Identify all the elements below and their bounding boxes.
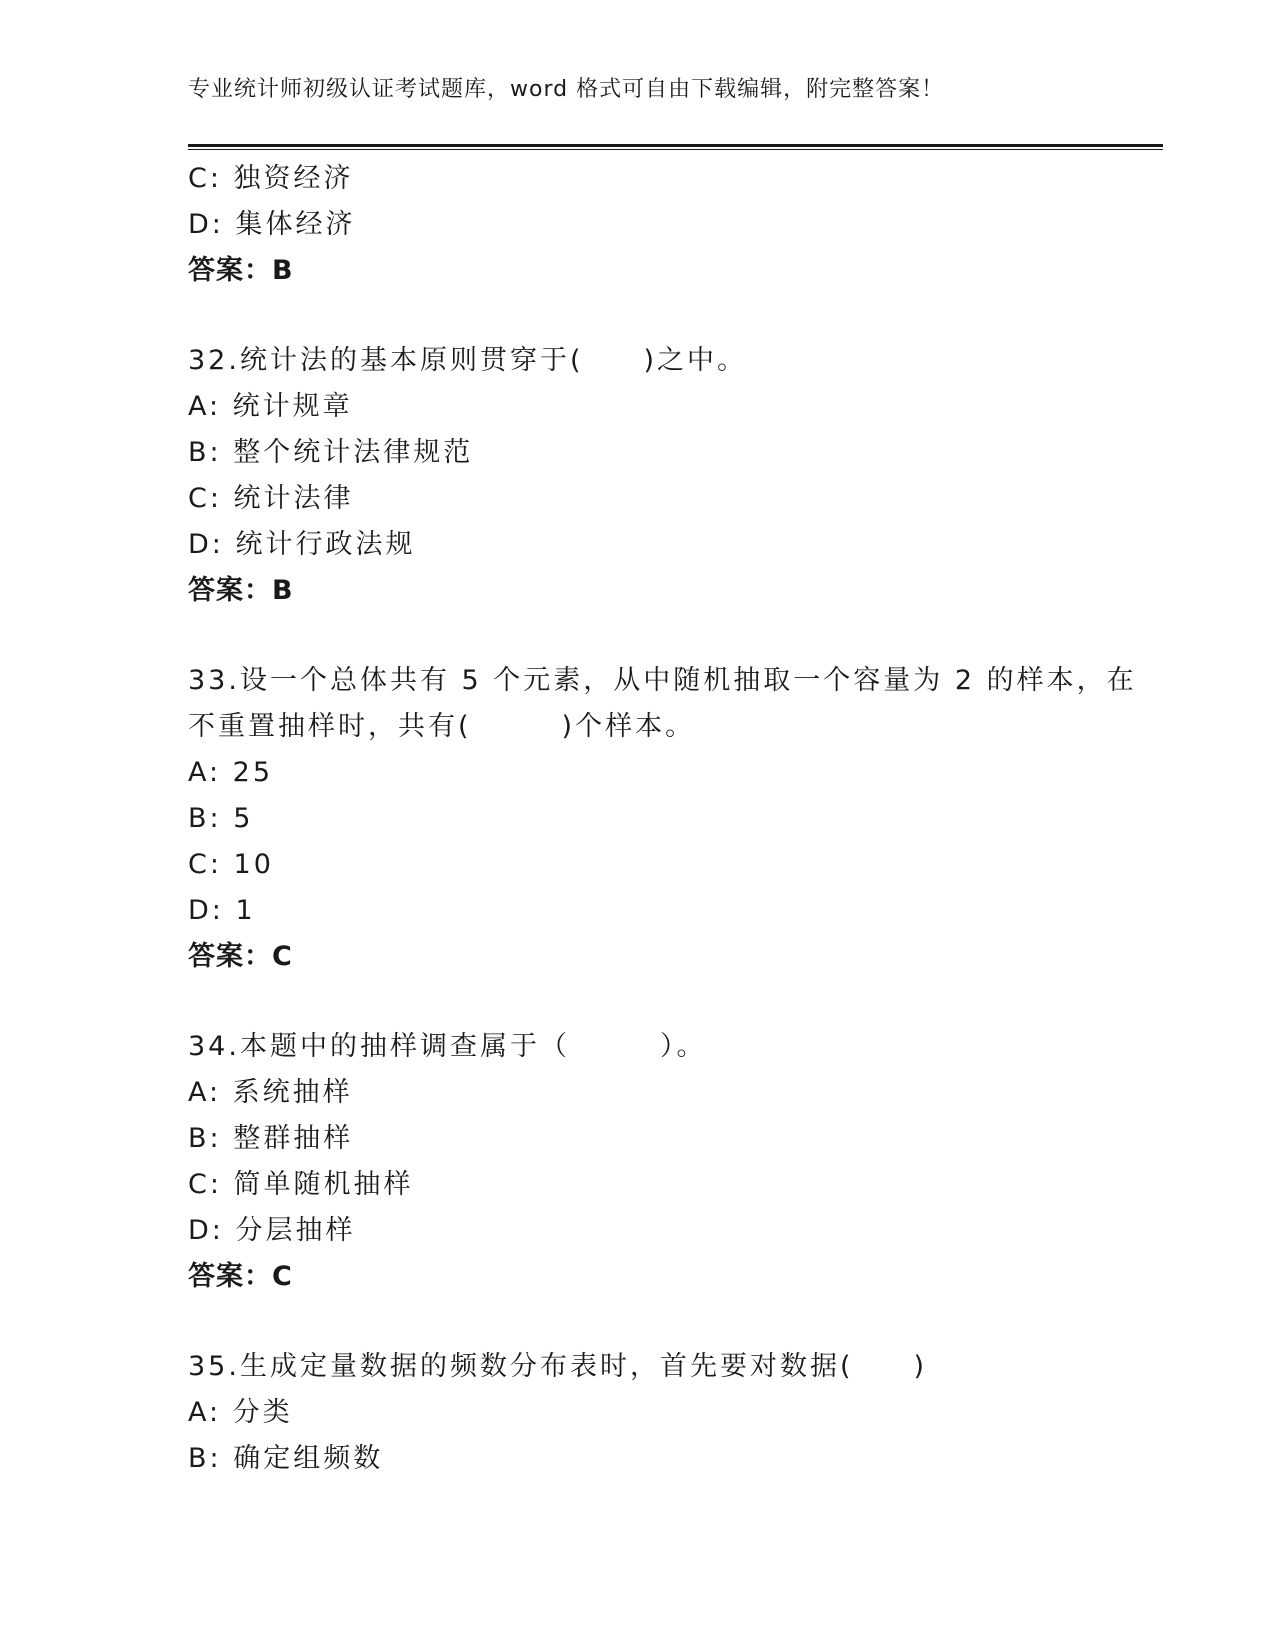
option-line: D: 统计行政法规 xyxy=(188,529,416,560)
option-line: C: 10 xyxy=(188,849,274,880)
question-text: 33.设一个总体共有 5 个元素，从中随机抽取一个容量为 2 的样本，在 xyxy=(188,665,1137,696)
option-line: A: 25 xyxy=(188,757,274,788)
question-text: 32.统计法的基本原则贯穿于( )之中。 xyxy=(188,345,748,376)
option-line: C: 统计法律 xyxy=(188,483,354,514)
question-text: 不重置抽样时，共有( )个样本。 xyxy=(188,711,696,742)
answer-line: 答案：C xyxy=(188,941,293,972)
option-line: D: 分层抽样 xyxy=(188,1215,356,1246)
option-line: B: 5 xyxy=(188,803,254,834)
option-line: B: 整群抽样 xyxy=(188,1123,354,1154)
option-line: D: 1 xyxy=(188,895,256,926)
option-line: C: 简单随机抽样 xyxy=(188,1169,414,1200)
question-text: 34.本题中的抽样调查属于（ ）。 xyxy=(188,1031,707,1062)
option-line: A: 系统抽样 xyxy=(188,1077,353,1108)
question-block xyxy=(188,658,1137,980)
answer-line: 答案：B xyxy=(188,575,294,606)
option-line: C: 独资经济 xyxy=(188,163,354,194)
question-block xyxy=(188,156,1088,294)
option-line: B: 确定组频数 xyxy=(188,1443,384,1474)
option-line: A: 统计规章 xyxy=(188,391,353,422)
option-line: A: 分类 xyxy=(188,1397,293,1428)
option-line: B: 整个统计法律规范 xyxy=(188,437,474,468)
answer-line: 答案：C xyxy=(188,1261,293,1292)
page-header: 专业统计师初级认证考试题库，word 格式可自由下载编辑，附完整答案！ xyxy=(188,77,945,102)
question-block xyxy=(188,1344,1088,1482)
question-text: 35.生成定量数据的频数分布表时，首先要对数据( ) xyxy=(188,1351,928,1382)
header-divider xyxy=(188,144,1163,150)
option-line: D: 集体经济 xyxy=(188,209,356,240)
question-block xyxy=(188,338,1088,614)
question-block xyxy=(188,1024,1088,1300)
answer-line: 答案：B xyxy=(188,255,294,286)
question-content xyxy=(188,156,1137,1526)
